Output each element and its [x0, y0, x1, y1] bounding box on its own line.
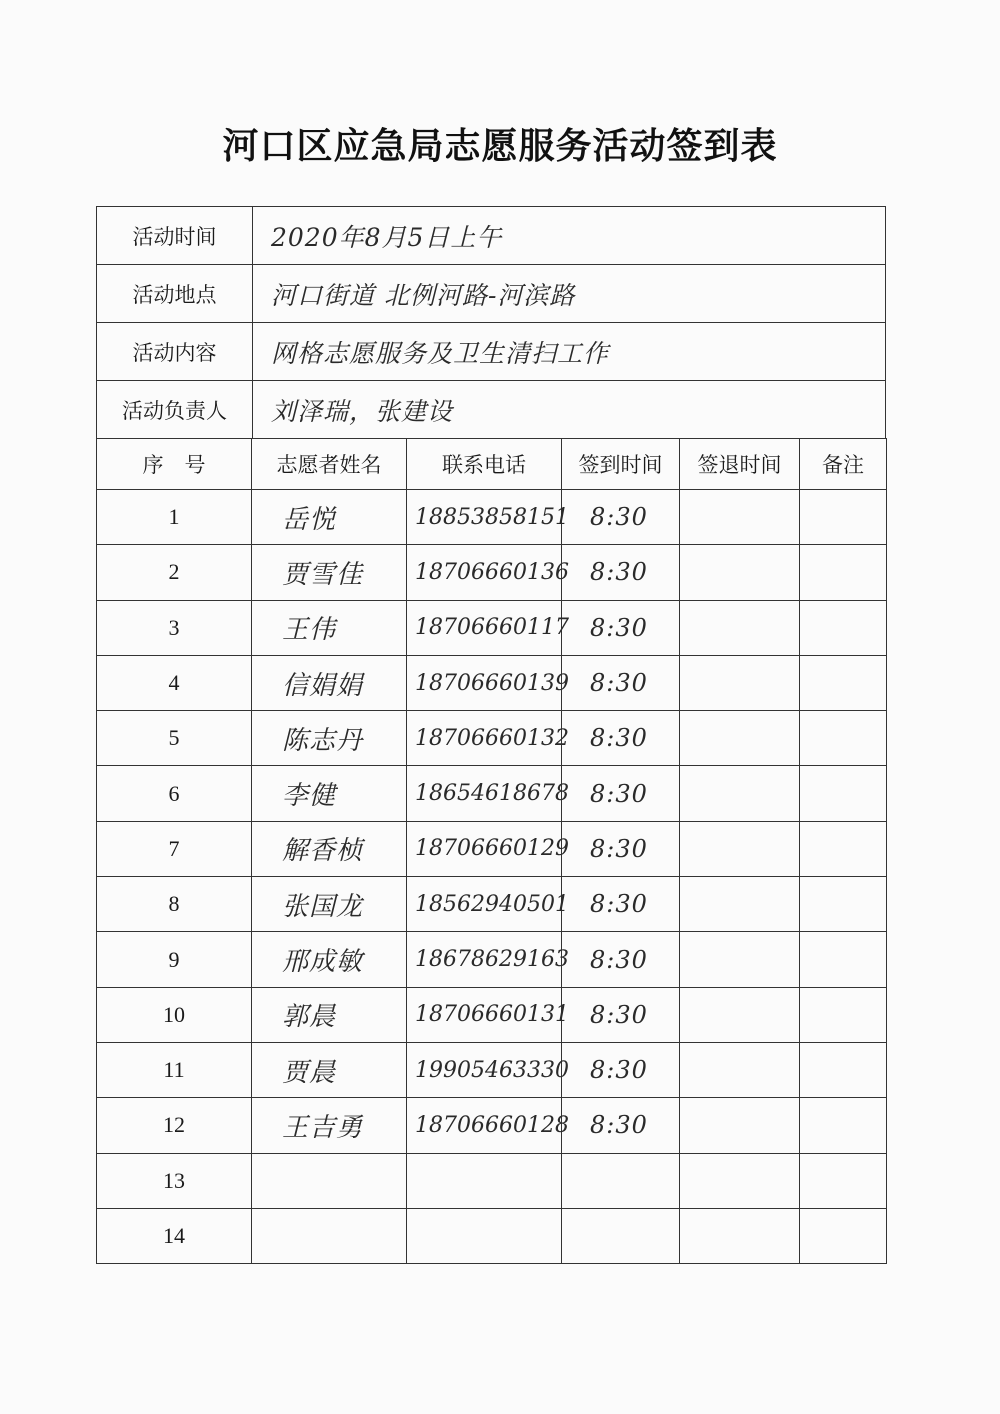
- volunteer-phone: [407, 1208, 562, 1263]
- remarks: [800, 1098, 887, 1153]
- activity-place-row: [97, 265, 886, 323]
- activity-leader-label: 活动负责人: [97, 381, 253, 439]
- sign-in-time: 8:30: [562, 877, 680, 932]
- volunteer-name: 李健: [252, 766, 407, 821]
- sign-in-time: 8:30: [562, 1098, 680, 1153]
- sign-in-time: 8:30: [562, 545, 680, 600]
- volunteer-name: 王吉勇: [252, 1098, 407, 1153]
- volunteer-name: 解香桢: [252, 821, 407, 876]
- sign-in-time: 8:30: [562, 490, 680, 545]
- volunteer-name: 张国龙: [252, 877, 407, 932]
- activity-time-label: 活动时间: [97, 207, 253, 265]
- volunteer-name: 贾晨: [252, 1042, 407, 1097]
- sign-in-time: 8:30: [562, 600, 680, 655]
- table-row: [97, 1042, 887, 1097]
- header-volunteer-name: 志愿者姓名: [252, 439, 407, 490]
- sign-out-time: [680, 545, 800, 600]
- row-number: 14: [97, 1208, 252, 1263]
- remarks: [800, 932, 887, 987]
- row-number: 5: [97, 711, 252, 766]
- sign-out-time: [680, 987, 800, 1042]
- activity-place-value: 河口街道 北例河路-河滨路: [253, 265, 886, 323]
- volunteer-name: 信娟娟: [252, 655, 407, 710]
- form-title: 河口区应急局志愿服务活动签到表: [222, 125, 778, 167]
- volunteer-name: 贾雪佳: [252, 545, 407, 600]
- volunteer-name: 王伟: [252, 600, 407, 655]
- table-row: [97, 1153, 887, 1208]
- remarks: [800, 1042, 887, 1097]
- remarks: [800, 821, 887, 876]
- sign-in-time: 8:30: [562, 932, 680, 987]
- table-row: [97, 766, 887, 821]
- sign-out-time: [680, 1153, 800, 1208]
- volunteer-phone: 19905463330: [407, 1042, 562, 1097]
- table-row: [97, 1208, 887, 1263]
- header-sign-in-time: 签到时间: [562, 439, 680, 490]
- sign-out-time: [680, 711, 800, 766]
- remarks: [800, 655, 887, 710]
- activity-content-value: 网格志愿服务及卫生清扫工作: [253, 323, 886, 381]
- activity-leader-row: [97, 381, 886, 439]
- table-row: [97, 545, 887, 600]
- sign-out-time: [680, 1042, 800, 1097]
- header-remarks: 备注: [800, 439, 887, 490]
- table-row: [97, 821, 887, 876]
- activity-content-row: [97, 323, 886, 381]
- row-number: 8: [97, 877, 252, 932]
- sign-out-time: [680, 932, 800, 987]
- volunteer-name: [252, 1153, 407, 1208]
- sign-in-time: [562, 1153, 680, 1208]
- table-row: [97, 600, 887, 655]
- table-row: [97, 655, 887, 710]
- volunteer-name: 邢成敏: [252, 932, 407, 987]
- sign-out-time: [680, 490, 800, 545]
- sign-out-time: [680, 600, 800, 655]
- volunteer-phone: 18706660136: [407, 545, 562, 600]
- sign-in-time: 8:30: [562, 987, 680, 1042]
- volunteer-name: 郭晨: [252, 987, 407, 1042]
- sign-out-time: [680, 1098, 800, 1153]
- row-number: 7: [97, 821, 252, 876]
- sign-in-time: 8:30: [562, 1042, 680, 1097]
- volunteer-name: 陈志丹: [252, 711, 407, 766]
- sign-in-time: 8:30: [562, 766, 680, 821]
- table-row: [97, 711, 887, 766]
- row-number: 6: [97, 766, 252, 821]
- sign-out-time: [680, 1208, 800, 1263]
- volunteer-phone: 18853858151: [407, 490, 562, 545]
- sign-out-time: [680, 821, 800, 876]
- volunteer-phone: [407, 1153, 562, 1208]
- remarks: [800, 1153, 887, 1208]
- remarks: [800, 766, 887, 821]
- row-number: 4: [97, 655, 252, 710]
- table-header-row: [97, 439, 887, 490]
- volunteer-phone: 18562940501: [407, 877, 562, 932]
- activity-info-table: [96, 206, 886, 439]
- sign-in-sheet: [96, 206, 886, 1264]
- volunteer-phone: 18706660117: [407, 600, 562, 655]
- sign-in-time: 8:30: [562, 821, 680, 876]
- remarks: [800, 877, 887, 932]
- sign-in-time: 8:30: [562, 711, 680, 766]
- row-number: 10: [97, 987, 252, 1042]
- row-number: 12: [97, 1098, 252, 1153]
- remarks: [800, 545, 887, 600]
- sign-in-time: [562, 1208, 680, 1263]
- volunteer-name: 岳悦: [252, 490, 407, 545]
- row-number: 2: [97, 545, 252, 600]
- row-number: 13: [97, 1153, 252, 1208]
- volunteer-phone: 18706660132: [407, 711, 562, 766]
- remarks: [800, 987, 887, 1042]
- sign-out-time: [680, 877, 800, 932]
- header-sign-out-time: 签退时间: [680, 439, 800, 490]
- volunteer-phone: 18706660139: [407, 655, 562, 710]
- table-row: [97, 932, 887, 987]
- table-row: [97, 877, 887, 932]
- table-row: [97, 987, 887, 1042]
- remarks: [800, 1208, 887, 1263]
- remarks: [800, 711, 887, 766]
- sign-out-time: [680, 655, 800, 710]
- volunteer-table: [96, 438, 887, 1264]
- row-number: 11: [97, 1042, 252, 1097]
- row-number: 1: [97, 490, 252, 545]
- header-phone: 联系电话: [407, 439, 562, 490]
- remarks: [800, 600, 887, 655]
- table-row: [97, 490, 887, 545]
- header-serial: 序 号: [97, 439, 252, 490]
- volunteer-phone: 18678629163: [407, 932, 562, 987]
- activity-content-label: 活动内容: [97, 323, 253, 381]
- remarks: [800, 490, 887, 545]
- volunteer-name: [252, 1208, 407, 1263]
- sign-in-time: 8:30: [562, 655, 680, 710]
- sign-out-time: [680, 766, 800, 821]
- volunteer-phone: 18654618678: [407, 766, 562, 821]
- volunteer-phone: 18706660129: [407, 821, 562, 876]
- activity-time-row: [97, 207, 886, 265]
- table-row: [97, 1098, 887, 1153]
- activity-place-label: 活动地点: [97, 265, 253, 323]
- volunteer-phone: 18706660131: [407, 987, 562, 1042]
- row-number: 3: [97, 600, 252, 655]
- activity-time-value: 2020年8月5日上午: [253, 207, 886, 265]
- activity-leader-value: 刘泽瑞，张建设: [253, 381, 886, 439]
- volunteer-phone: 18706660128: [407, 1098, 562, 1153]
- row-number: 9: [97, 932, 252, 987]
